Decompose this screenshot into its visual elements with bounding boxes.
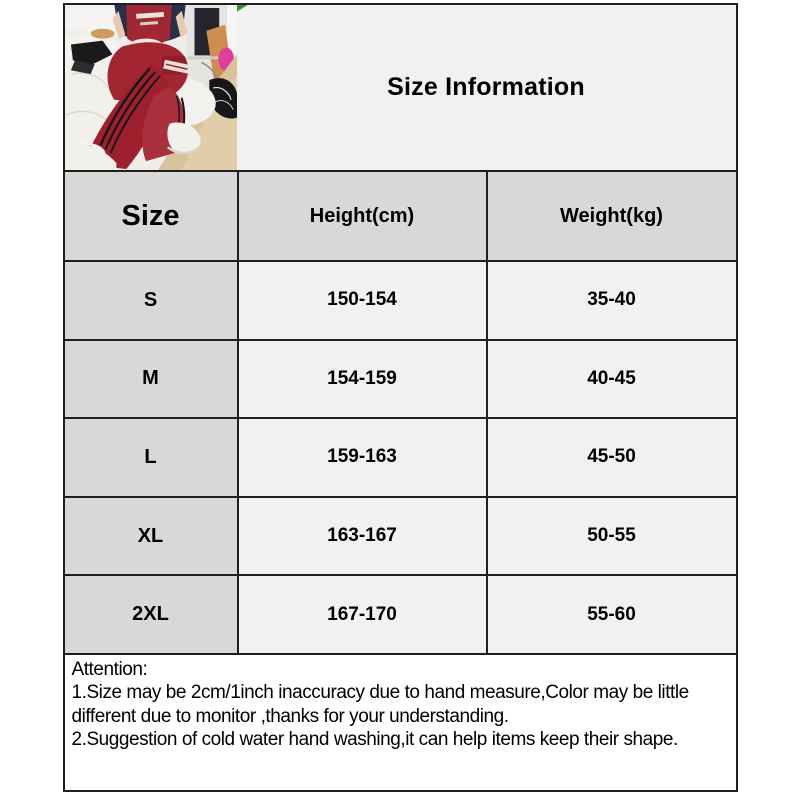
table-row-l-height: 159-163 [237,417,486,496]
table-row-2xl-size: 2XL [65,574,237,653]
table-row-l-size: L [65,417,237,496]
attention-line-2: different due to monitor ,thanks for your understanding. [71,705,509,727]
product-photo [65,5,237,170]
column-header-size: Size [65,170,237,260]
title-cell [237,5,736,170]
column-header-height: Height(cm) [237,170,486,260]
table-row-xl-height: 163-167 [237,496,486,575]
table-row-s-weight: 35-40 [486,260,736,339]
column-header-weight: Weight(kg) [486,170,736,260]
table-row-l-weight: 45-50 [486,417,736,496]
table-row-xl-weight: 50-55 [486,496,736,575]
table-row-xl-size: XL [65,496,237,575]
table-row-m-size: M [65,339,237,418]
green-corner-flag-icon [237,5,248,12]
table-row-m-weight: 40-45 [486,339,736,418]
attention-heading: Attention: [71,658,148,680]
table-row-s-height: 150-154 [237,260,486,339]
attention-line-3: 2.Suggestion of cold water hand washing,it can help items keep their shape. [71,729,678,751]
size-table [63,3,738,655]
attention-note-box [63,653,738,792]
table-row-m-height: 154-159 [237,339,486,418]
table-row-2xl-height: 167-170 [237,574,486,653]
table-row-2xl-weight: 55-60 [486,574,736,653]
size-chart-sheet [63,3,738,792]
attention-line-1: 1.Size may be 2cm/1inch inaccuracy due to hand measure,Color may be little [71,682,689,704]
page-title: Size Information [387,73,585,101]
product-photo-illustration [65,5,237,170]
table-row-s-size: S [65,260,237,339]
